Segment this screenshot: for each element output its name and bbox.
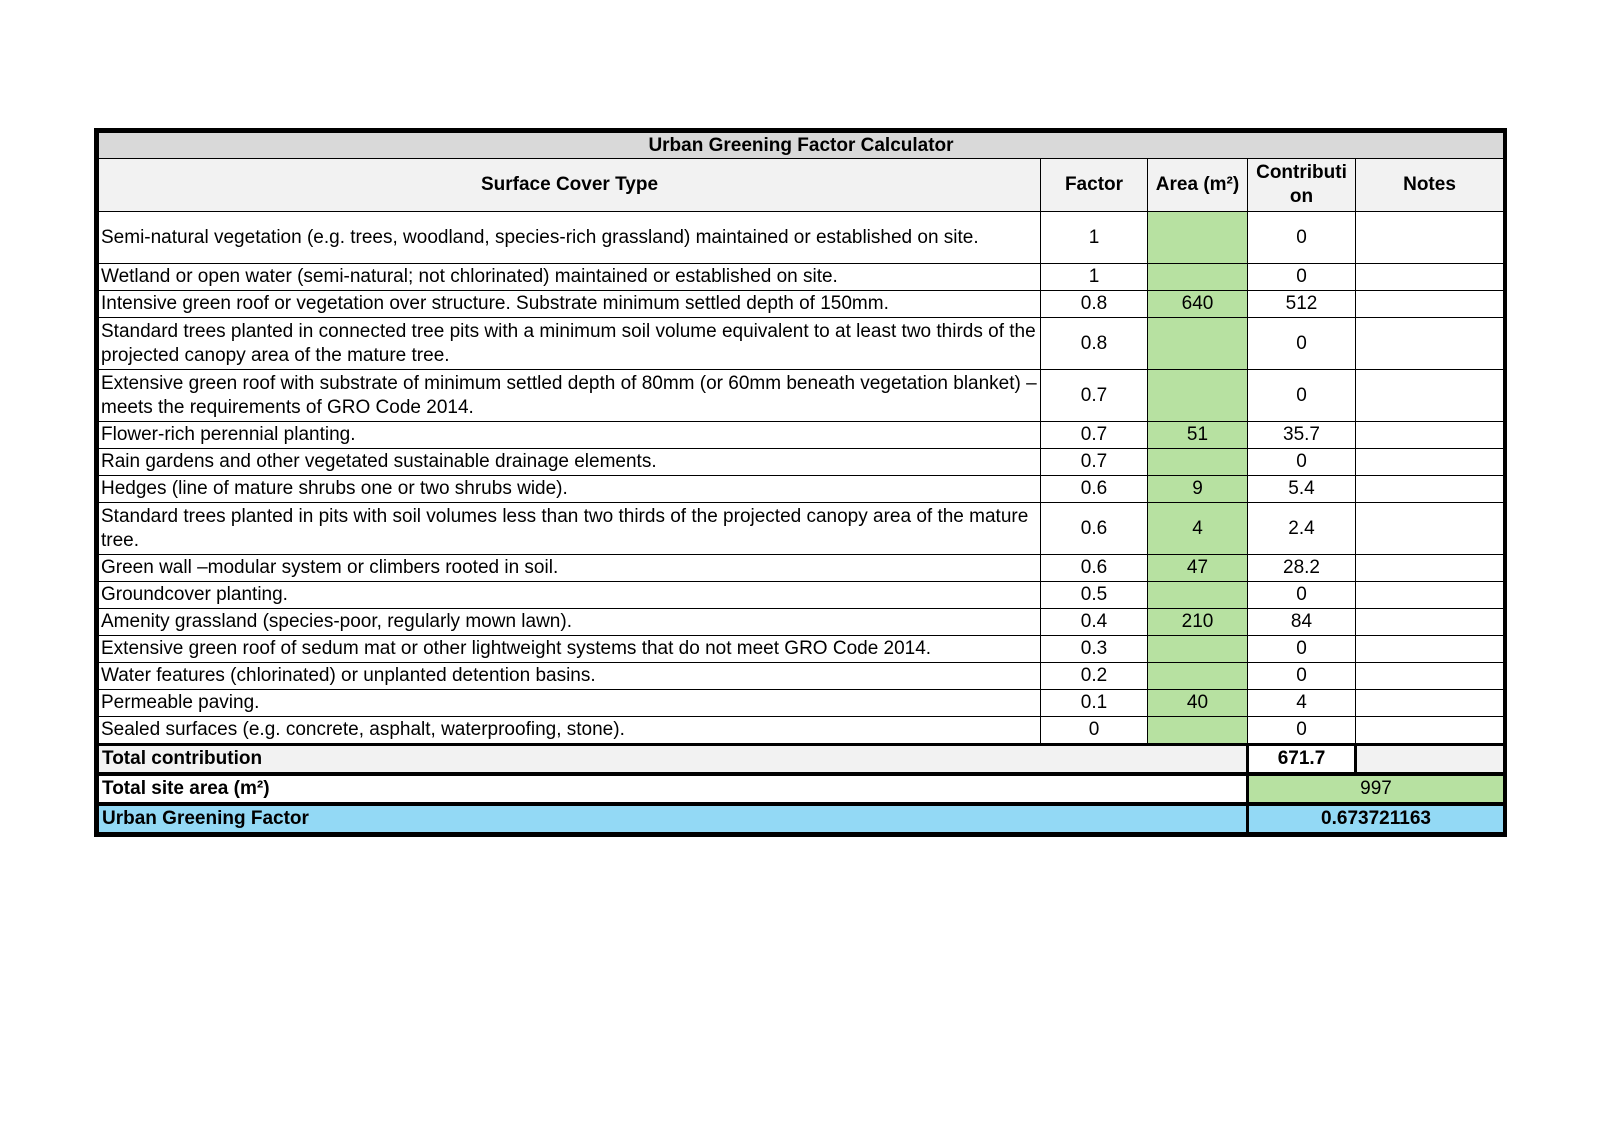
- area-input-cell[interactable]: [1148, 717, 1248, 745]
- table-row: [99, 449, 1504, 476]
- surface-type-cell: Hedges (line of mature shrubs one or two shrubs wide).: [99, 476, 1041, 503]
- factor-cell: 0.2: [1041, 663, 1148, 690]
- factor-cell: 0.6: [1041, 503, 1148, 555]
- surface-type-cell: Green wall –modular system or climbers rooted in soil.: [99, 555, 1041, 582]
- area-input-cell[interactable]: [1148, 212, 1248, 264]
- table-row: [99, 690, 1504, 717]
- contribution-cell: 0: [1248, 582, 1356, 609]
- surface-type-cell: Flower-rich perennial planting.: [99, 422, 1041, 449]
- notes-cell[interactable]: [1356, 476, 1504, 503]
- factor-cell: 0.8: [1041, 318, 1148, 370]
- table-row: [99, 422, 1504, 449]
- contribution-cell: 0: [1248, 212, 1356, 264]
- area-input-cell[interactable]: [1148, 449, 1248, 476]
- notes-cell[interactable]: [1356, 717, 1504, 745]
- total-site-area-input[interactable]: 997: [1248, 774, 1504, 804]
- notes-cell[interactable]: [1356, 291, 1504, 318]
- contribution-cell: 0: [1248, 370, 1356, 422]
- table-row: [99, 264, 1504, 291]
- surface-type-cell: Sealed surfaces (e.g. concrete, asphalt, waterproofing, stone).: [99, 717, 1041, 745]
- factor-cell: 0.4: [1041, 609, 1148, 636]
- factor-cell: 1: [1041, 212, 1148, 264]
- surface-type-cell: Permeable paving.: [99, 690, 1041, 717]
- area-input-cell[interactable]: 9: [1148, 476, 1248, 503]
- surface-type-cell: Water features (chlorinated) or unplanted detention basins.: [99, 663, 1041, 690]
- urban-greening-factor-value: 0.673721163: [1248, 804, 1504, 833]
- area-input-cell[interactable]: 40: [1148, 690, 1248, 717]
- contribution-cell: 0: [1248, 717, 1356, 745]
- contribution-cell: 0: [1248, 449, 1356, 476]
- table-row: [99, 636, 1504, 663]
- notes-cell[interactable]: [1356, 582, 1504, 609]
- notes-cell[interactable]: [1356, 264, 1504, 291]
- notes-cell[interactable]: [1356, 636, 1504, 663]
- col-header-surface-type: Surface Cover Type: [99, 159, 1041, 212]
- table-row: [99, 663, 1504, 690]
- total-site-area-row: [99, 774, 1504, 804]
- total-notes-cell: [1356, 745, 1504, 775]
- table-row: [99, 212, 1504, 264]
- area-input-cell[interactable]: [1148, 370, 1248, 422]
- notes-cell[interactable]: [1356, 690, 1504, 717]
- factor-cell: 0.5: [1041, 582, 1148, 609]
- area-input-cell[interactable]: [1148, 318, 1248, 370]
- surface-type-cell: Standard trees planted in pits with soil volumes less than two thirds of the projected canopy area of the mature tree.: [99, 503, 1041, 555]
- surface-type-cell: Intensive green roof or vegetation over structure. Substrate minimum settled depth of 150mm.: [99, 291, 1041, 318]
- factor-cell: 0.7: [1041, 449, 1148, 476]
- factor-cell: 1: [1041, 264, 1148, 291]
- surface-type-cell: Extensive green roof of sedum mat or other lightweight systems that do not meet GRO Code 2014.: [99, 636, 1041, 663]
- table-row: [99, 318, 1504, 370]
- area-input-cell[interactable]: 210: [1148, 609, 1248, 636]
- surface-type-cell: Standard trees planted in connected tree pits with a minimum soil volume equivalent to at least two thirds of the projected canopy area of the mature tree.: [99, 318, 1041, 370]
- total-contribution-value: 671.7: [1248, 745, 1356, 775]
- table-row: [99, 609, 1504, 636]
- total-contribution-label: Total contribution: [99, 745, 1248, 775]
- area-input-cell[interactable]: [1148, 663, 1248, 690]
- contribution-cell: 28.2: [1248, 555, 1356, 582]
- notes-cell[interactable]: [1356, 318, 1504, 370]
- contribution-cell: 0: [1248, 264, 1356, 291]
- area-input-cell[interactable]: 640: [1148, 291, 1248, 318]
- urban-greening-factor-label: Urban Greening Factor: [99, 804, 1248, 833]
- factor-cell: 0.6: [1041, 476, 1148, 503]
- surface-type-cell: Amenity grassland (species-poor, regularly mown lawn).: [99, 609, 1041, 636]
- surface-type-cell: Semi-natural vegetation (e.g. trees, woodland, species-rich grassland) maintained or established on site.: [99, 212, 1041, 264]
- col-header-contribution: Contributi on: [1248, 159, 1356, 212]
- table-row: [99, 476, 1504, 503]
- factor-cell: 0.7: [1041, 370, 1148, 422]
- factor-cell: 0.1: [1041, 690, 1148, 717]
- contribution-cell: 0: [1248, 318, 1356, 370]
- area-input-cell[interactable]: 4: [1148, 503, 1248, 555]
- contribution-cell: 84: [1248, 609, 1356, 636]
- total-contribution-row: [99, 745, 1504, 775]
- contribution-cell: 0: [1248, 663, 1356, 690]
- urban-greening-factor-row: [99, 804, 1504, 833]
- table-row: [99, 370, 1504, 422]
- col-header-area: Area (m²): [1148, 159, 1248, 212]
- notes-cell[interactable]: [1356, 212, 1504, 264]
- table-row: [99, 503, 1504, 555]
- table-row: [99, 717, 1504, 745]
- area-input-cell[interactable]: 51: [1148, 422, 1248, 449]
- contribution-cell: 2.4: [1248, 503, 1356, 555]
- ugf-calculator-sheet: [94, 128, 1507, 837]
- area-input-cell[interactable]: [1148, 264, 1248, 291]
- surface-type-cell: Groundcover planting.: [99, 582, 1041, 609]
- surface-type-cell: Rain gardens and other vegetated sustainable drainage elements.: [99, 449, 1041, 476]
- contribution-cell: 35.7: [1248, 422, 1356, 449]
- col-header-factor: Factor: [1041, 159, 1148, 212]
- notes-cell[interactable]: [1356, 503, 1504, 555]
- contribution-cell: 5.4: [1248, 476, 1356, 503]
- notes-cell[interactable]: [1356, 555, 1504, 582]
- contribution-cell: 512: [1248, 291, 1356, 318]
- contribution-cell: 0: [1248, 636, 1356, 663]
- notes-cell[interactable]: [1356, 663, 1504, 690]
- notes-cell[interactable]: [1356, 609, 1504, 636]
- table-row: [99, 291, 1504, 318]
- factor-cell: 0.7: [1041, 422, 1148, 449]
- col-header-notes: Notes: [1356, 159, 1504, 212]
- notes-cell[interactable]: [1356, 449, 1504, 476]
- area-input-cell[interactable]: [1148, 582, 1248, 609]
- factor-cell: 0.3: [1041, 636, 1148, 663]
- factor-cell: 0.6: [1041, 555, 1148, 582]
- factor-cell: 0.8: [1041, 291, 1148, 318]
- total-site-area-label: Total site area (m²): [99, 774, 1248, 804]
- ugf-table: [98, 132, 1504, 833]
- calculator-title: Urban Greening Factor Calculator: [99, 133, 1504, 159]
- table-row: [99, 582, 1504, 609]
- surface-type-cell: Wetland or open water (semi-natural; not chlorinated) maintained or established on site.: [99, 264, 1041, 291]
- area-input-cell[interactable]: 47: [1148, 555, 1248, 582]
- factor-cell: 0: [1041, 717, 1148, 745]
- contribution-cell: 4: [1248, 690, 1356, 717]
- area-input-cell[interactable]: [1148, 636, 1248, 663]
- table-row: [99, 555, 1504, 582]
- notes-cell[interactable]: [1356, 422, 1504, 449]
- notes-cell[interactable]: [1356, 370, 1504, 422]
- surface-type-cell: Extensive green roof with substrate of minimum settled depth of 80mm (or 60mm beneath vegetation blanket) – meets the requirements of GRO Code 2014.: [99, 370, 1041, 422]
